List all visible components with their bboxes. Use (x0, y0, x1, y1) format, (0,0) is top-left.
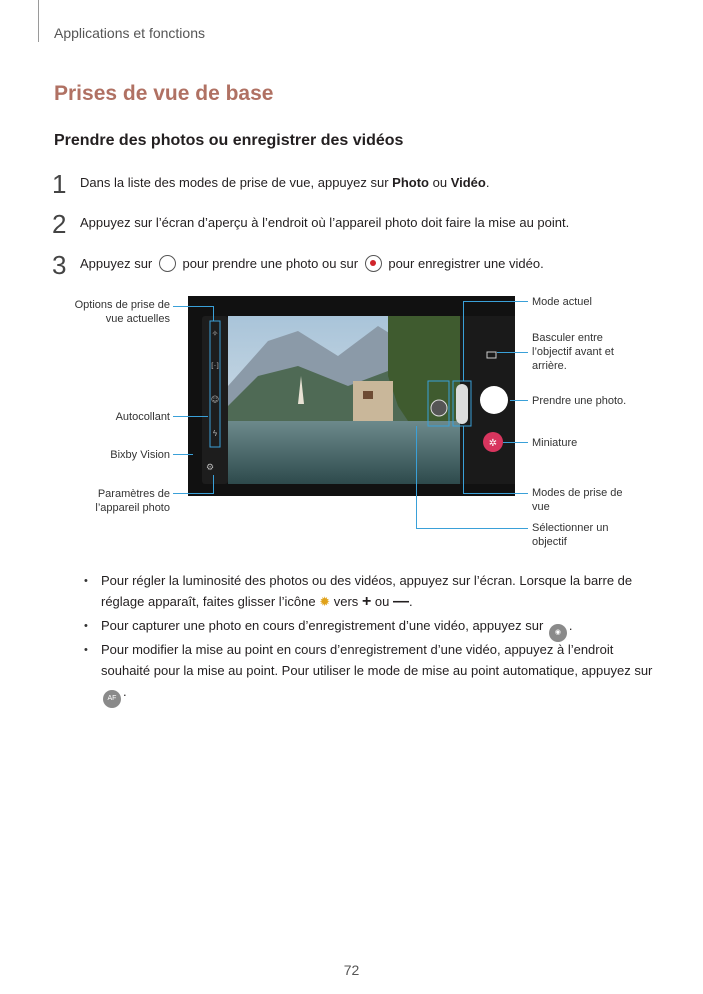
camera-screenshot (188, 296, 515, 496)
sub-title: Prendre des photos ou enregistrer des vidéos (54, 132, 404, 149)
step-1-video: Vidéo (450, 175, 486, 190)
page-number: 72 (343, 962, 360, 978)
callout-line-options (173, 306, 213, 307)
af-icon: AF (103, 690, 121, 708)
header-rule (38, 0, 39, 42)
bullet-capture (101, 615, 661, 642)
callout-line-prendre (510, 400, 528, 401)
callout-line-mode (463, 301, 528, 302)
step-1-part: Dans la liste des modes de prise de vue, appuyez sur (80, 175, 393, 190)
bullet-focus (101, 639, 661, 708)
bullet-1-part: Pour régler la luminosité des photos ou des vidéos, appuyez sur l’écran. Lorsque la barre de réglage apparaît, faites glisser l’icône (101, 573, 633, 609)
bullet-brightness (101, 570, 661, 612)
callout-mode-actuel: Mode actuel (532, 296, 592, 308)
callout-line-objectif (416, 528, 528, 529)
step-3-part: pour prendre une photo ou sur (178, 256, 362, 271)
callout-modes: Modes de prise de vue (532, 487, 623, 513)
step-text-3 (80, 255, 544, 273)
callout-selectionner: Sélectionner un objectif (532, 522, 609, 548)
step-1-part: ou (429, 175, 451, 190)
bullet-2-part: . (568, 618, 573, 633)
svg-text:[·]: [·] (211, 362, 219, 370)
callout-options: Options de prise de vue actuelles (74, 299, 170, 325)
callout-autocollant: Autocollant (115, 411, 170, 423)
bullet-marker: • (84, 620, 88, 632)
callout-line-mode-v (463, 301, 464, 381)
bullet-3-part: Pour modifier la mise au point en cours d’enregistrement d’une vidéo, appuyez à l’endroit souhaité pour la mise au point. Pour utiliser le mode de mise au point automatique, appuyez sur (101, 642, 653, 678)
video-record-icon (365, 255, 382, 272)
callout-line-modes-v (463, 426, 464, 493)
step-1-part: . (485, 175, 490, 190)
bullet-1-part: ou (371, 594, 393, 609)
callout-miniature: Miniature (532, 437, 578, 449)
callout-line-autocollant (173, 416, 208, 417)
section-title: Prises de vue de base (54, 82, 274, 105)
step-number-3: 3 (52, 250, 67, 280)
photo-shutter-icon (159, 255, 176, 272)
svg-text:✧: ✧ (211, 329, 219, 338)
callout-line-miniature (503, 442, 528, 443)
callout-basculer: Basculer entre l’objectif avant et arrière. (532, 332, 614, 372)
svg-text:✲: ✲ (488, 438, 498, 449)
callout-bixby: Bixby Vision (110, 449, 170, 461)
callout-prendre: Prendre une photo. (532, 395, 627, 407)
svg-text:⚙: ⚙ (205, 463, 215, 473)
running-header: Applications et fonctions (54, 25, 205, 41)
bullet-1-part: vers (330, 594, 362, 609)
plus-icon: + (361, 593, 372, 610)
step-3-part: pour enregistrer une vidéo. (384, 256, 544, 271)
callout-line-options-v (213, 306, 214, 321)
callout-line-basculer (497, 352, 528, 353)
bullet-marker: • (84, 644, 88, 656)
step-number-1: 1 (52, 169, 67, 199)
step-3-part: Appuyez sur (80, 256, 156, 271)
camera-preview-image (188, 296, 515, 496)
step-number-2: 2 (52, 209, 67, 239)
bullet-3-part: . (123, 684, 127, 699)
callout-line-modes (463, 493, 528, 494)
callout-line-parametres (173, 493, 213, 494)
step-1-photo: Photo (392, 175, 429, 190)
step-text-2: Appuyez sur l’écran d’aperçu à l’endroit où l’appareil photo doit faire la mise au point. (80, 215, 570, 230)
svg-text:☺: ☺ (210, 395, 220, 404)
camera-capture-icon: ◉ (549, 624, 567, 642)
bullet-2-part: Pour capturer une photo en cours d’enregistrement d’une vidéo, appuyez sur (101, 618, 547, 633)
brightness-icon: ✹ (319, 594, 331, 609)
callout-line-bixby (173, 454, 193, 455)
step-text-1 (80, 174, 489, 192)
minus-icon: — (392, 593, 409, 610)
callout-line-parametres-v (213, 475, 214, 494)
bullet-marker: • (84, 575, 88, 587)
callout-parametres: Paramètres de l’appareil photo (95, 488, 170, 514)
svg-text:ϟ: ϟ (212, 429, 218, 438)
bullet-1-part: . (408, 594, 413, 609)
callout-line-objectif-v (416, 426, 417, 528)
